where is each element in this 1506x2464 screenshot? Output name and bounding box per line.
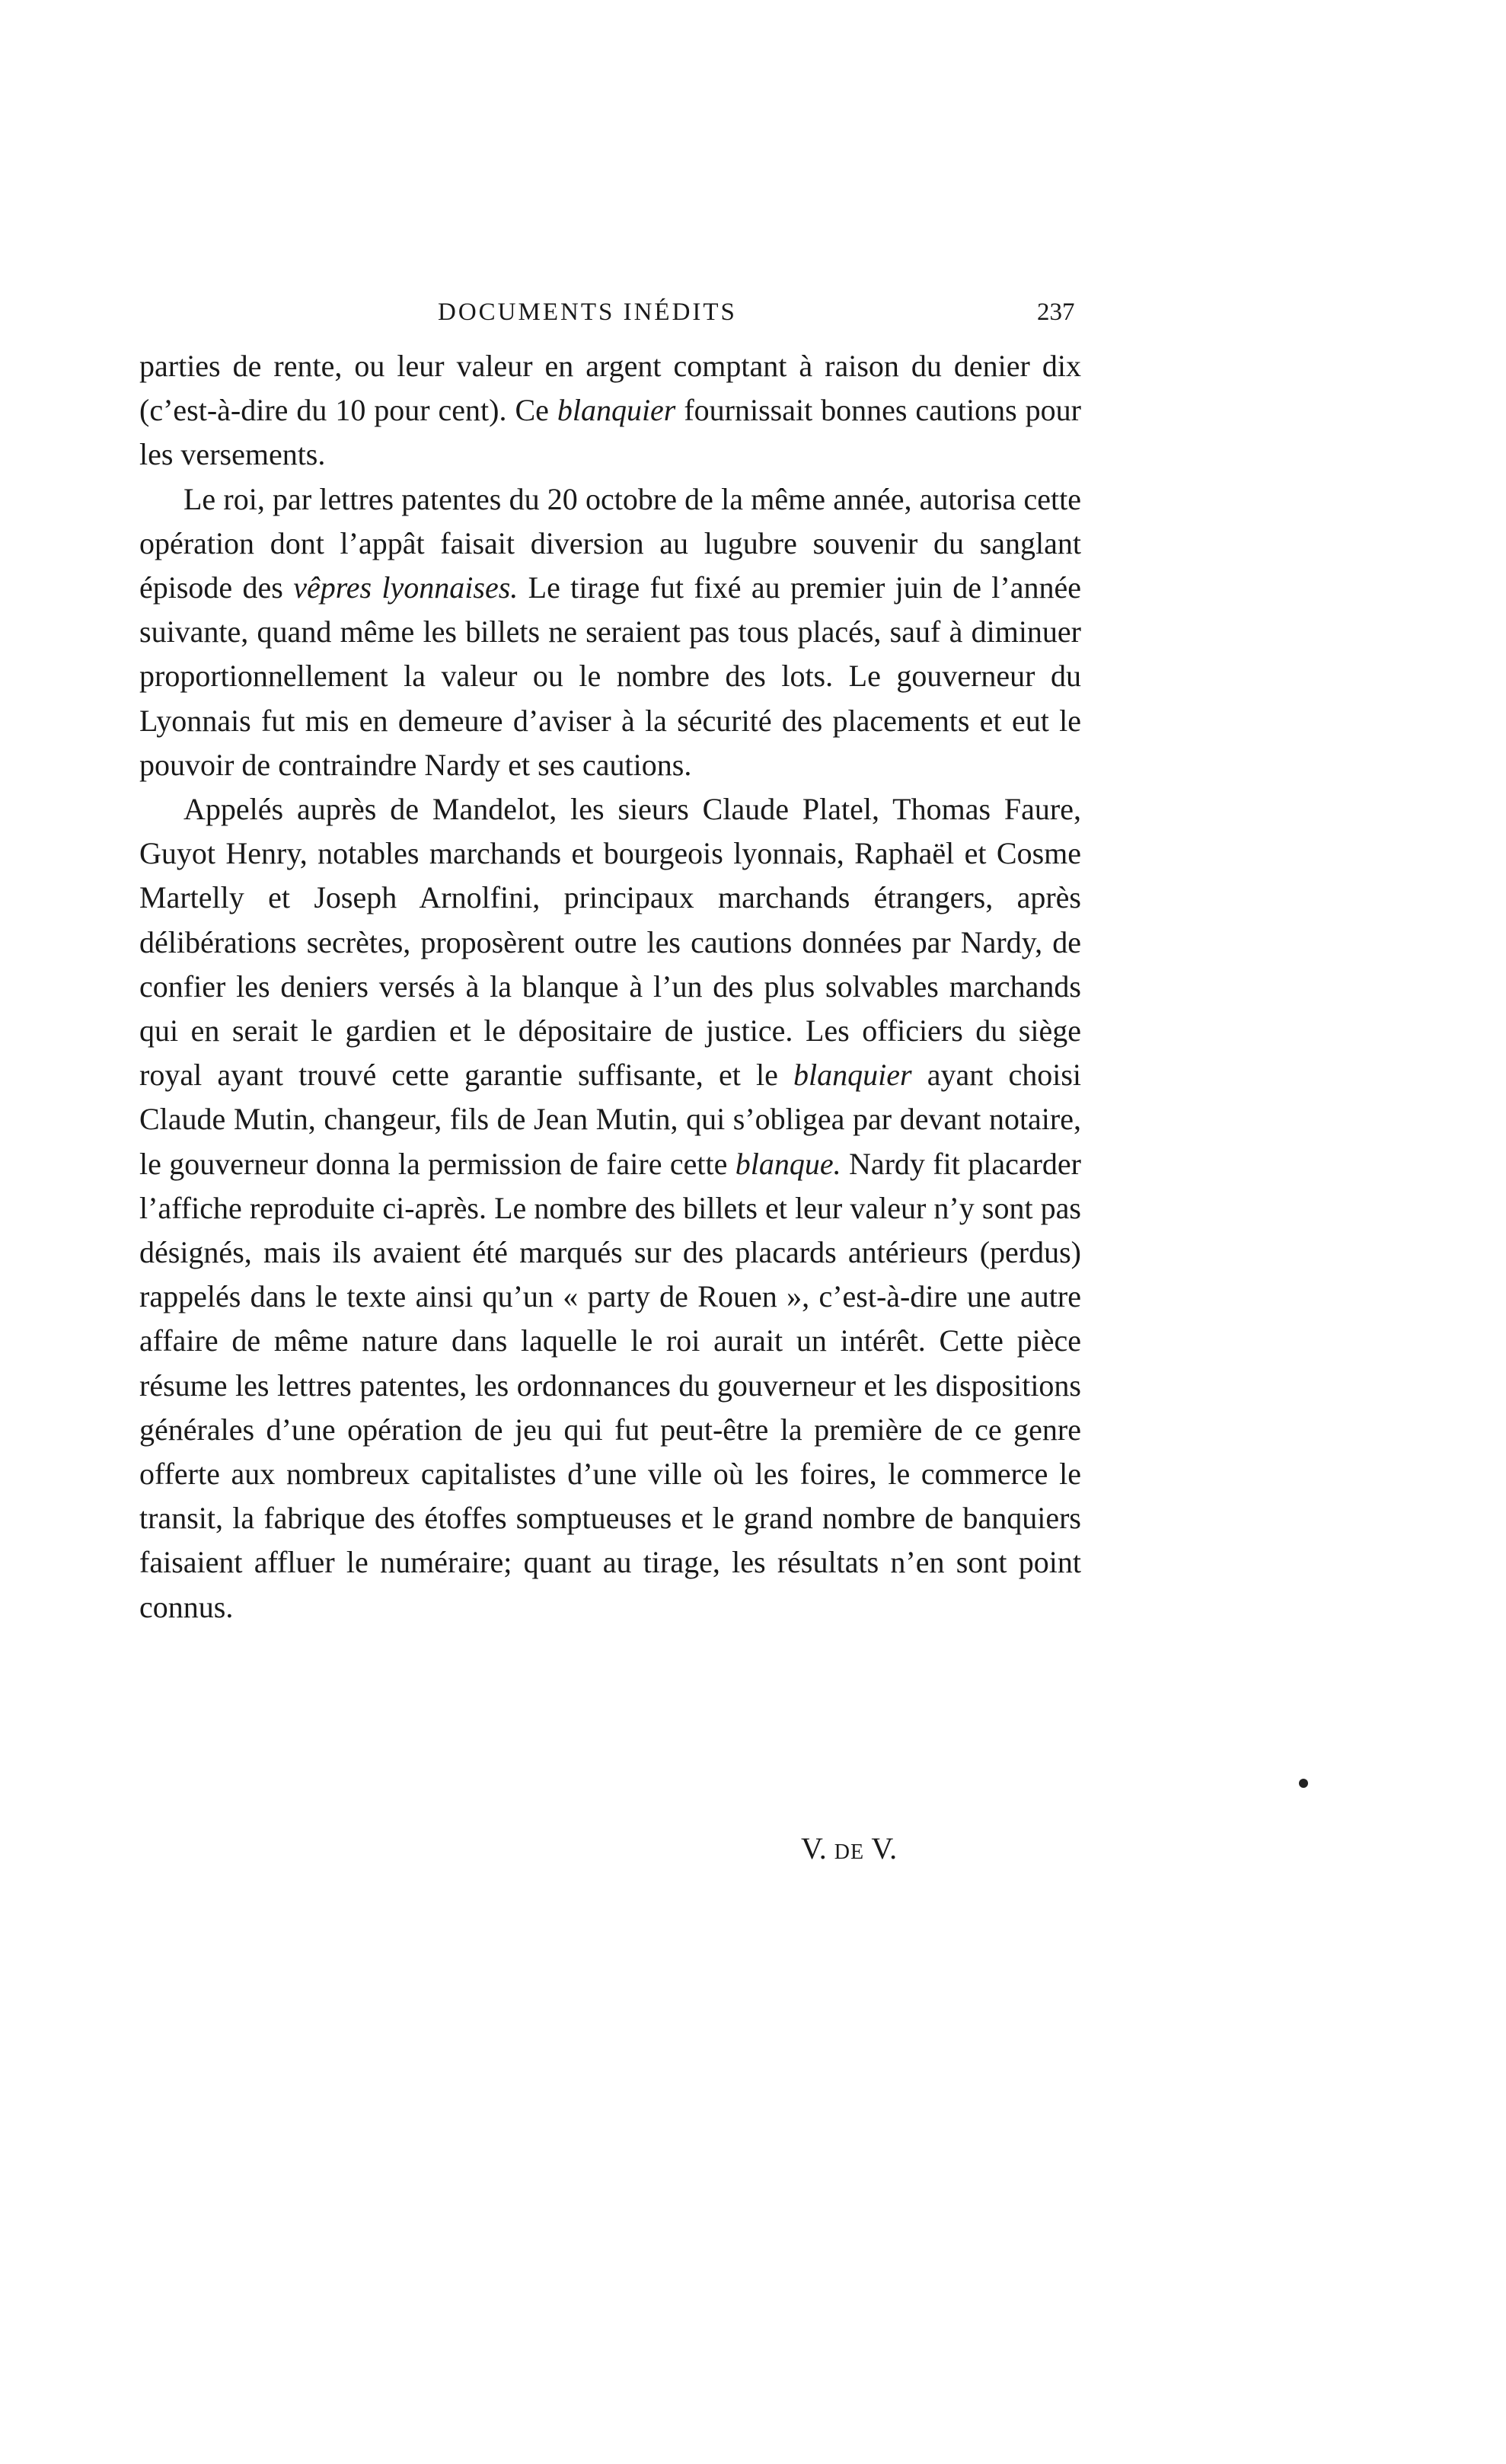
paragraph-3-italic-1: blanquier bbox=[793, 1058, 912, 1093]
paragraph-3-text-a: Appelés auprès de Mandelot, les sieurs Claude Platel, Thomas Faure, Guyot Henry, notables marchands et bourgeois lyonnais, Raphaël et Cosme Martelly et Joseph Arnolfini, principaux marchands étrangers, après délibérations secrètes, proposèrent outre les cautions données par Nardy, de confier les deniers versés à la blanque à l’un des plus solvables marchands qui en serait le gardien et le dépositaire de justice. Les officiers du siège royal ayant trouvé cette garantie suffisante, et le bbox=[139, 792, 1081, 1093]
paragraph-1-italic: blanquier bbox=[557, 393, 676, 428]
signature-final: V. bbox=[871, 1831, 898, 1866]
paragraph-2-text-a: Le roi, par lettres patentes du 20 octobre de la même année, autorisa cette opération dont l’appât faisait diversion au lugubre souvenir du sanglant épisode des bbox=[139, 481, 1081, 605]
paragraph-2 bbox=[139, 477, 1081, 787]
author-signature bbox=[801, 1827, 897, 1874]
paragraph-2-text-b: Le tirage fut fixé au premier juin de l’année suivante, quand même les billets ne seraient pas tous placés, sauf à diminuer proportionnellement la valeur ou le nombre des lots. Le gouverneur du Lyonnais fut mis en demeure d’aviser à la sécurité des placements et eut le pouvoir de contraindre Nardy et ses cautions. bbox=[139, 570, 1082, 782]
ink-dot-mark bbox=[1299, 1779, 1308, 1788]
signature-particle: DE bbox=[834, 1840, 865, 1864]
paragraph-3-text-b: ayant choisi Claude Mutin, changeur, fils de Jean Mutin, qui s’obligea par devant notaire, le gouverneur donna la permission de faire cette bbox=[139, 1058, 1082, 1181]
running-title: DOCUMENTS INÉDITS bbox=[438, 298, 737, 326]
paragraph-2-italic: vêpres lyonnaises. bbox=[293, 570, 518, 605]
paragraph-3-italic-2: blanque. bbox=[735, 1146, 841, 1181]
page-number: 237 bbox=[1037, 298, 1075, 326]
paragraph-3-text-c: Nardy fit placarder l’affiche reproduite ci-après. Le nombre des billets et leur valeur n’y sont pas désignés, mais ils avaient été marqués sur des placards antérieurs (perdus) rappelés dans le texte ainsi qu’un « party de Rouen », c’est-à-dire une autre affaire de même nature dans laquelle le roi aurait un intérêt. Cette pièce résume les lettres patentes, les ordonnances du gouverneur et les dispositions générales d’une opération de jeu qui fut peut-être la première de ce genre offerte aux nombreux capitalistes d’une ville où les foires, le commerce le transit, la fabrique des étoffes somptueuses et le grand nombre de banquiers faisaient affluer le numéraire; quant au tirage, les résultats n’en sont point connus. bbox=[139, 1146, 1082, 1624]
paragraph-1-text-b: fournissait bonnes cautions pour les versements. bbox=[139, 393, 1081, 472]
body-text bbox=[139, 344, 1081, 1629]
paragraph-1-text-a: parties de rente, ou leur valeur en argent comptant à raison du denier dix (c’est-à-dire du 10 pour cent). Ce bbox=[139, 349, 1081, 428]
paragraph-1 bbox=[139, 344, 1081, 477]
paragraph-3 bbox=[139, 787, 1081, 1629]
signature-initial: V. bbox=[801, 1831, 827, 1866]
